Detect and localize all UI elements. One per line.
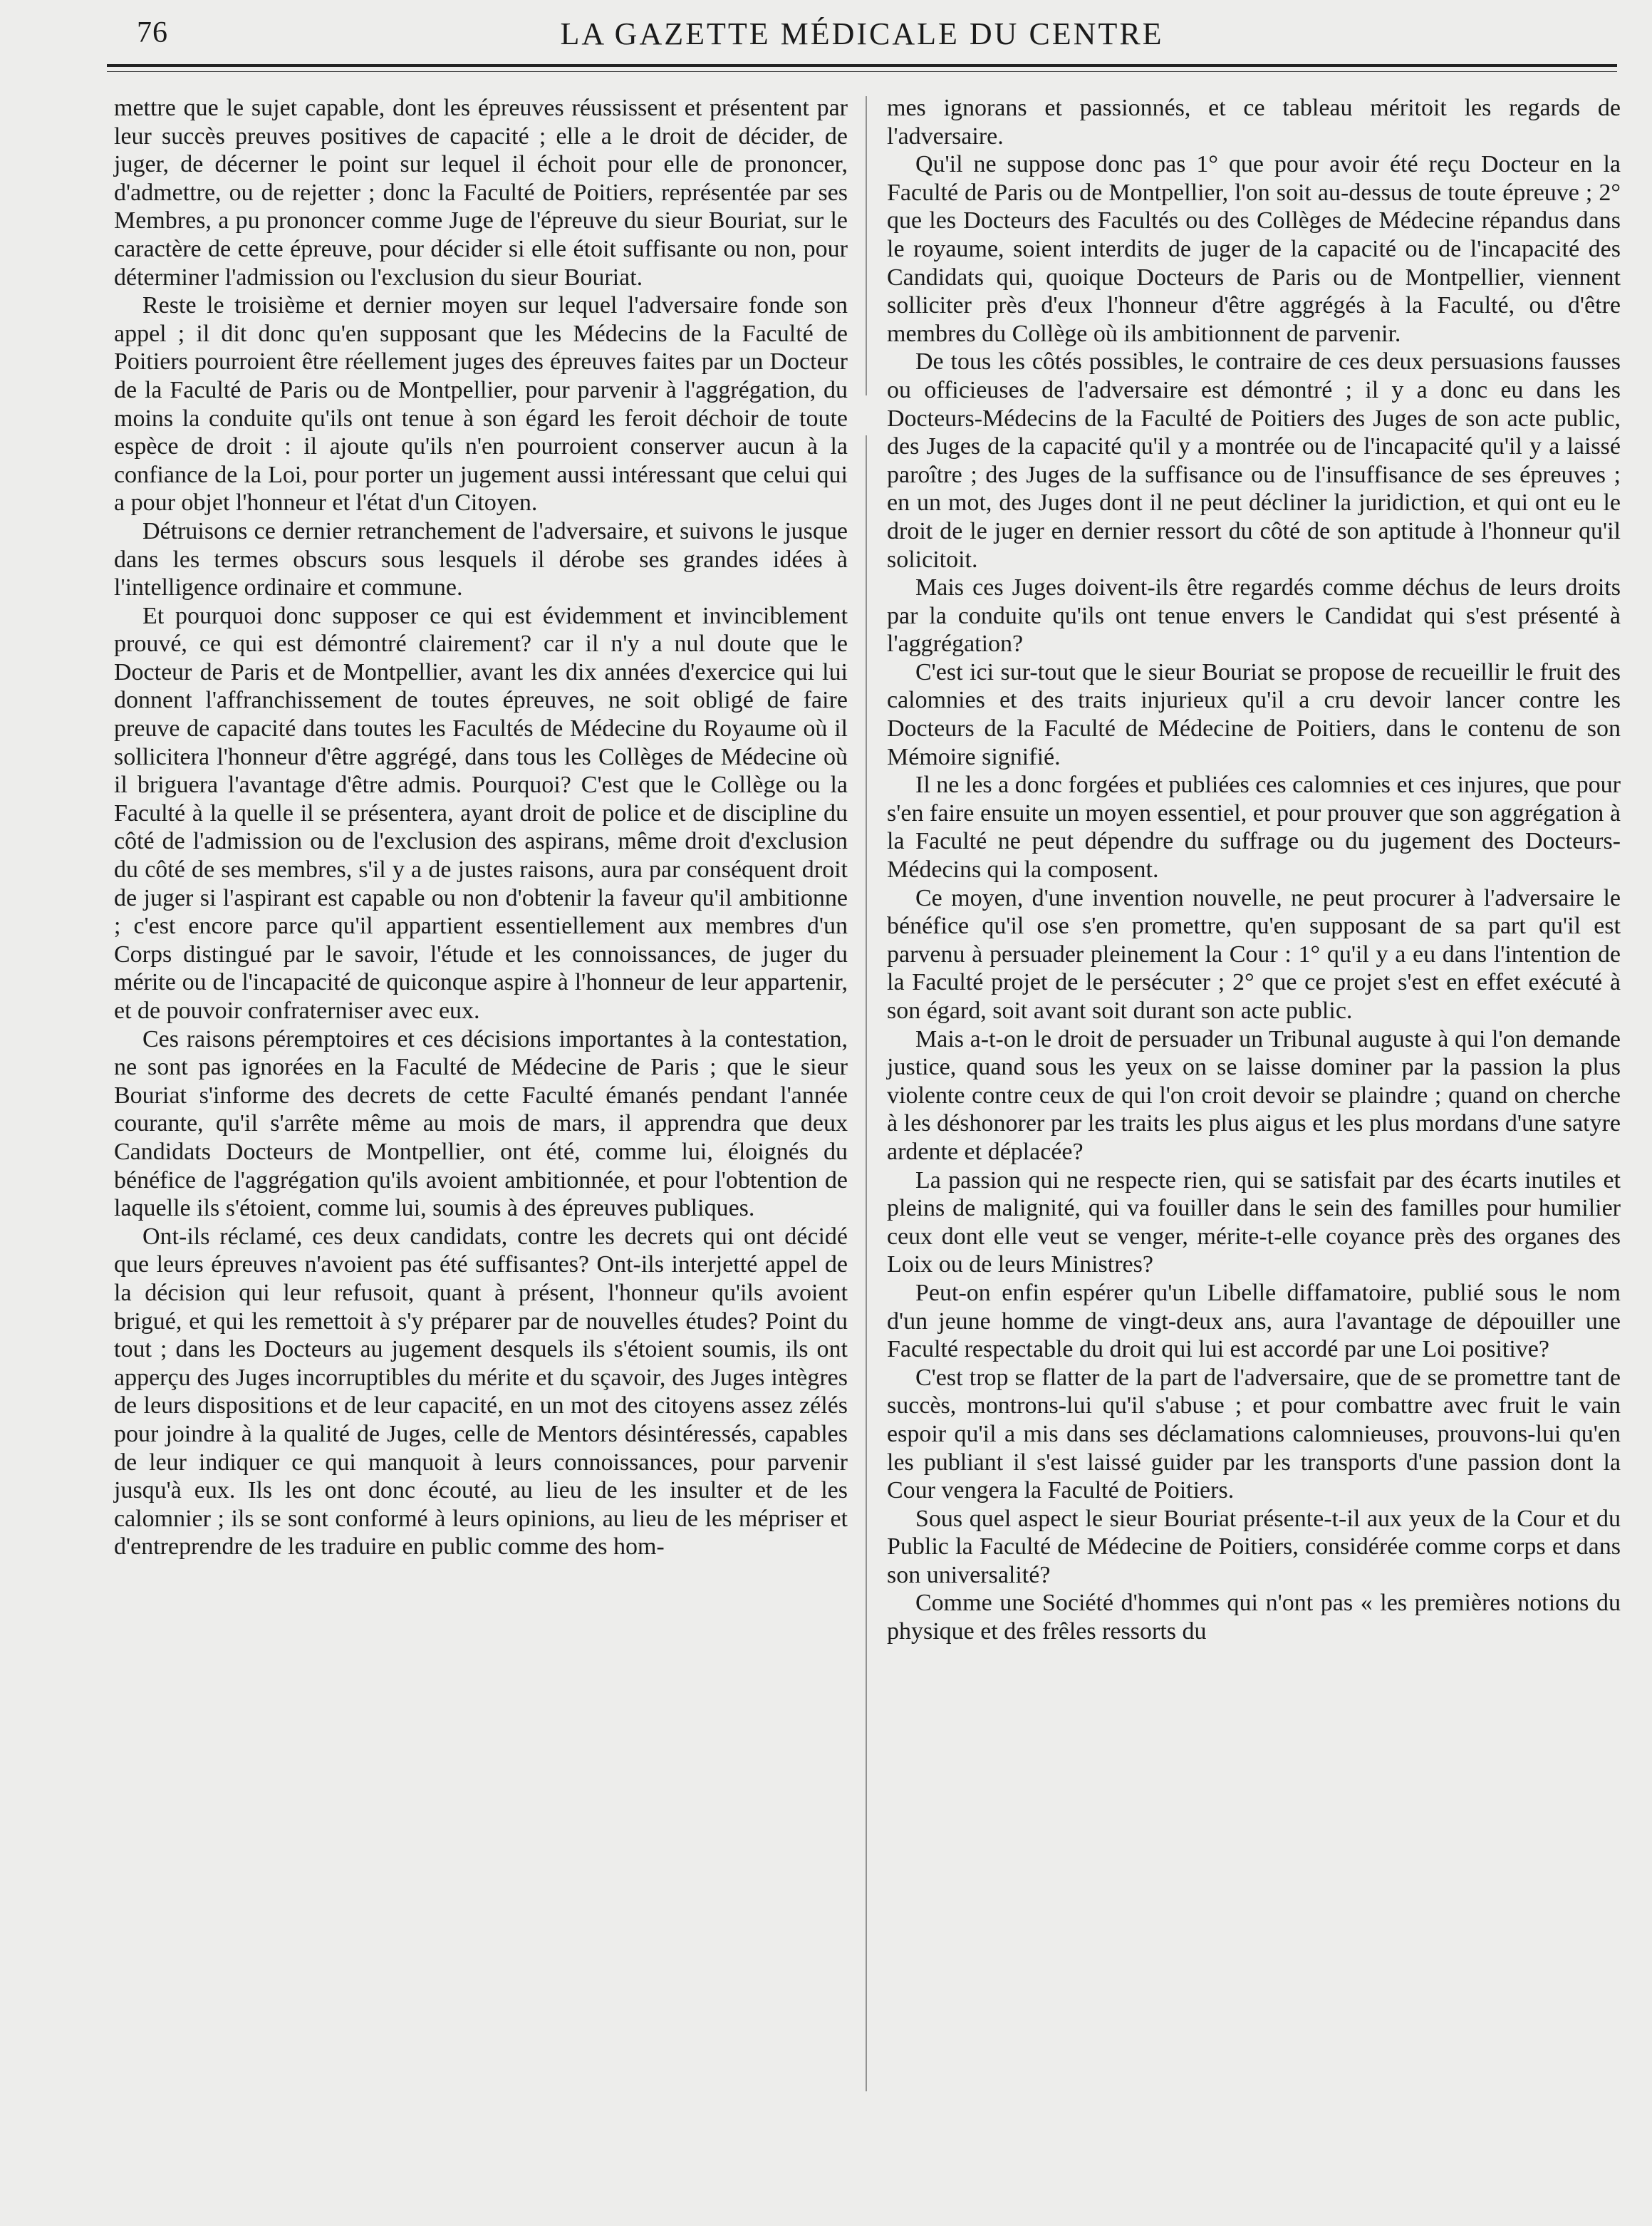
page-header: [107, 7, 1617, 57]
header-rule: [107, 64, 1617, 72]
paragraph: Peut-on enfin espérer qu'un Libelle diffamatoire, publié sous le nom d'un jeune homme de vingt-deux ans, aura l'avantage de dépouiller une Faculté respectable du droit qui lui est accordé par une Loi positive?: [887, 1279, 1621, 1363]
paragraph: mettre que le sujet capable, dont les épreuves réussissent et présentent par leur succès preuves positives de capacité ; elle a le droit de décider, de juger, de décerner le point sur lequel il échoit pour elle de prononcer, d'admettre, ou de rejetter ; donc la Faculté de Poitiers, représentée par ses Membres, a pu prononcer comme Juge de l'épreuve du sieur Bouriat, sur le caractère de cette épreuve, pour décider si elle étoit suffisante ou non, pour déterminer l'admission ou l'exclusion du sieur Bouriat.: [114, 95, 848, 291]
paragraph: mes ignorans et passionnés, et ce tableau méritoit les regards de l'adversaire.: [887, 95, 1621, 150]
paragraph: C'est trop se flatter de la part de l'adversaire, que de se promettre tant de succès, montrons-lui qu'il s'abuse ; et pour combattre avec fruit le vain espoir qu'il a mis dans ses déclamations calomnieuses, prouvons-lui qu'en les publiant il s'est laissé guider par les transports d'une passion dont la Cour vengera la Faculté de Poitiers.: [887, 1364, 1621, 1504]
paragraph: La passion qui ne respecte rien, qui se satisfait par des écarts inutiles et pleins de malignité, qui va fouiller dans le sein des familles pour humilier ceux dont elle veut se venger, mérite-t-elle coyance près des organes des Loix ou de leurs Ministres?: [887, 1166, 1621, 1278]
left-column: [114, 94, 848, 1561]
paragraph: Détruisons ce dernier retranchement de l'adversaire, et suivons le jusque dans les termes obscurs sous lesquels il dérobe ses grandes idées à l'intelligence ordinaire et commune.: [114, 517, 848, 601]
paragraph: De tous les côtés possibles, le contraire de ces deux persuasions fausses ou officieuses de l'adversaire est démontré ; il y a donc eu dans les Docteurs-Médecins de la Faculté de Poitiers des Juges de son acte public, des Juges de la capacité qu'il y a montrée ou de l'incapacité qu'il y a laissé paroître ; des Juges de la suffisance ou de l'insuffisance de ses épreuves ; en un mot, des Juges dont il ne peut décliner la juridiction, et qui ont eu le droit de le juger en dernier ressort du côté de son aptitude à l'honneur qu'il solicitoit.: [887, 348, 1621, 573]
paragraph: Comme une Société d'hommes qui n'ont pas « les premières notions du physique et des frêles ressorts du: [887, 1590, 1621, 1645]
paragraph: Et pourquoi donc supposer ce qui est évidemment et invinciblement prouvé, ce qui est démontré clairement? car il n'y a nul doute que le Docteur de Paris et de Montpellier, avant les dix années d'exercice qui lui donnent l'affranchissement de toutes épreuves, ne soit obligé de faire preuve de capacité dans toutes les Facultés de Médecine du Royaume où il sollicitera l'honneur d'être aggrégé, dans tous les Collèges de Médecine où il briguera l'avantage d'être admis. Pourquoi? C'est que le Collège ou la Faculté à la quelle il se présentera, ayant droit de police et de discipline du côté de l'admission ou de l'exclusion des aspirans, même droit d'exclusion du côté de ses membres, s'il y a de justes raisons, aura par conséquent droit de juger si l'aspirant est capable ou non d'obtenir la faveur qu'il ambitionne ; c'est encore parce qu'il appartient essentiellement aux membres d'un Corps distingué par le savoir, l'étude et les connoissances, de juger du mérite ou de l'incapacité de quiconque aspire à l'honneur de leur appartenir, et de pouvoir confraterniser avec eux.: [114, 602, 848, 1024]
paragraph: Sous quel aspect le sieur Bouriat présente-t-il aux yeux de la Cour et du Public la Faculté de Médecine de Poitiers, considérée comme corps et dans son universalité?: [887, 1505, 1621, 1588]
paragraph: Ce moyen, d'une invention nouvelle, ne peut procurer à l'adversaire le bénéfice qu'il ose s'en promettre, qu'en supposant de sa part qu'il est parvenu à persuader pleinement la Cour : 1° qu'il y a eu dans l'intention de la Faculté projet de le persécuter ; 2° que ce projet s'est en effet exécuté à son égard, soit avant soit durant son acte public.: [887, 884, 1621, 1024]
paragraph: Mais a-t-on le droit de persuader un Tribunal auguste à qui l'on demande justice, quand sous les yeux on se laisse dominer par la passion la plus violente contre ceux de qui l'on croit devoir se plaindre ; quand on cherche à les déshonorer par les traits les plus aigus et les plus mordans d'une satyre ardente et déplacée?: [887, 1025, 1621, 1165]
paragraph: Ont-ils réclamé, ces deux candidats, contre les decrets qui ont décidé que leurs épreuves n'avoient pas été suffisantes? Ont-ils interjetté appel de la décision qui leur refusoit, quant à présent, l'honneur qu'ils avoient brigué, et qui les remettoit à s'y préparer par de nouvelles études? Point du tout ; dans les Docteurs au jugement desquels ils s'étoient soumis, ils ont apperçu des Juges incorruptibles du mérite et du sçavoir, des Juges intègres de leurs dispositions et de leur capacité, en un mot des citoyens assez zélés pour joindre à la qualité de Juges, celle de Mentors désintéressés, capables de leur indiquer ce qui manquoit à leurs connoissances, pour parvenir jusqu'à eux. Ils les ont donc écouté, au lieu de les insulter et de les calomnier ; ils se sont conformé à leurs opinions, au lieu de les mépriser et d'entreprendre de les traduire en public comme des hom-: [114, 1223, 848, 1560]
right-column: [887, 94, 1621, 1646]
page-number: 76: [137, 16, 168, 49]
paragraph: Mais ces Juges doivent-ils être regardés comme déchus de leurs droits par la conduite qu'ils ont tenue envers le Candidat qui s'est présenté à l'aggrégation?: [887, 574, 1621, 658]
paragraph: Il ne les a donc forgées et publiées ces calomnies et ces injures, que pour s'en faire ensuite un moyen essentiel, et pour prouver que son aggrégation à la Faculté ne peut dépendre du suffrage ou du jugement des Docteurs-Médecins qui la composent.: [887, 772, 1621, 884]
paragraph: C'est ici sur-tout que le sieur Bouriat se propose de recueillir le fruit des calomnies et des traits injurieux qu'il a cru devoir lancer contre les Docteurs de la Faculté de Médecine de Poitiers, dans le contenu de son Mémoire signifié.: [887, 658, 1621, 770]
paragraph: Ces raisons péremptoires et ces décisions importantes à la contestation, ne sont pas ignorées en la Faculté de Médecine de Paris ; que le sieur Bouriat s'informe des decrets de cette Faculté émanés pendant l'année courante, qu'il s'arrête même au mois de mars, il apprendra que deux Candidats Docteurs de Montpellier, ont été, comme lui, éloignés du bénéfice de l'aggrégation qu'ils avoient ambitionnée, et pour l'obtention de laquelle ils s'étoient, comme lui, soumis à des épreuves publiques.: [114, 1025, 848, 1222]
journal-title: LA GAZETTE MÉDICALE DU CENTRE: [560, 16, 1164, 51]
paragraph: Qu'il ne suppose donc pas 1° que pour avoir été reçu Docteur en la Faculté de Paris ou de Montpellier, l'on soit au-dessus de toute épreuve ; 2° que les Docteurs des Facultés ou des Collèges de Médecine répandus dans le royaume, soient interdits de juger de la capacité ou de l'incapacité des Candidats qui, quoique Docteurs de Paris ou de Montpellier, viennent solliciter près d'eux l'honneur d'être aggrégés à la Faculté, ou d'être membres du Collège où ils ambitionnent de parvenir.: [887, 151, 1621, 347]
paragraph: Reste le troisième et dernier moyen sur lequel l'adversaire fonde son appel ; il dit donc qu'en supposant que les Médecins de la Faculté de Poitiers pourroient être réellement juges des épreuves faites par un Docteur de la Faculté de Paris ou de Montpellier, pour parvenir à l'aggrégation, du moins la conduite qu'ils ont tenue à son égard les feroit déchoir de toute espèce de droit : il ajoute qu'ils n'en pourroient conserver aucun à la confiance de la Loi, pour porter un jugement aussi intéressant que celui qui a pour objet l'honneur et l'état d'un Citoyen.: [114, 292, 848, 517]
column-divider: [866, 96, 867, 2091]
